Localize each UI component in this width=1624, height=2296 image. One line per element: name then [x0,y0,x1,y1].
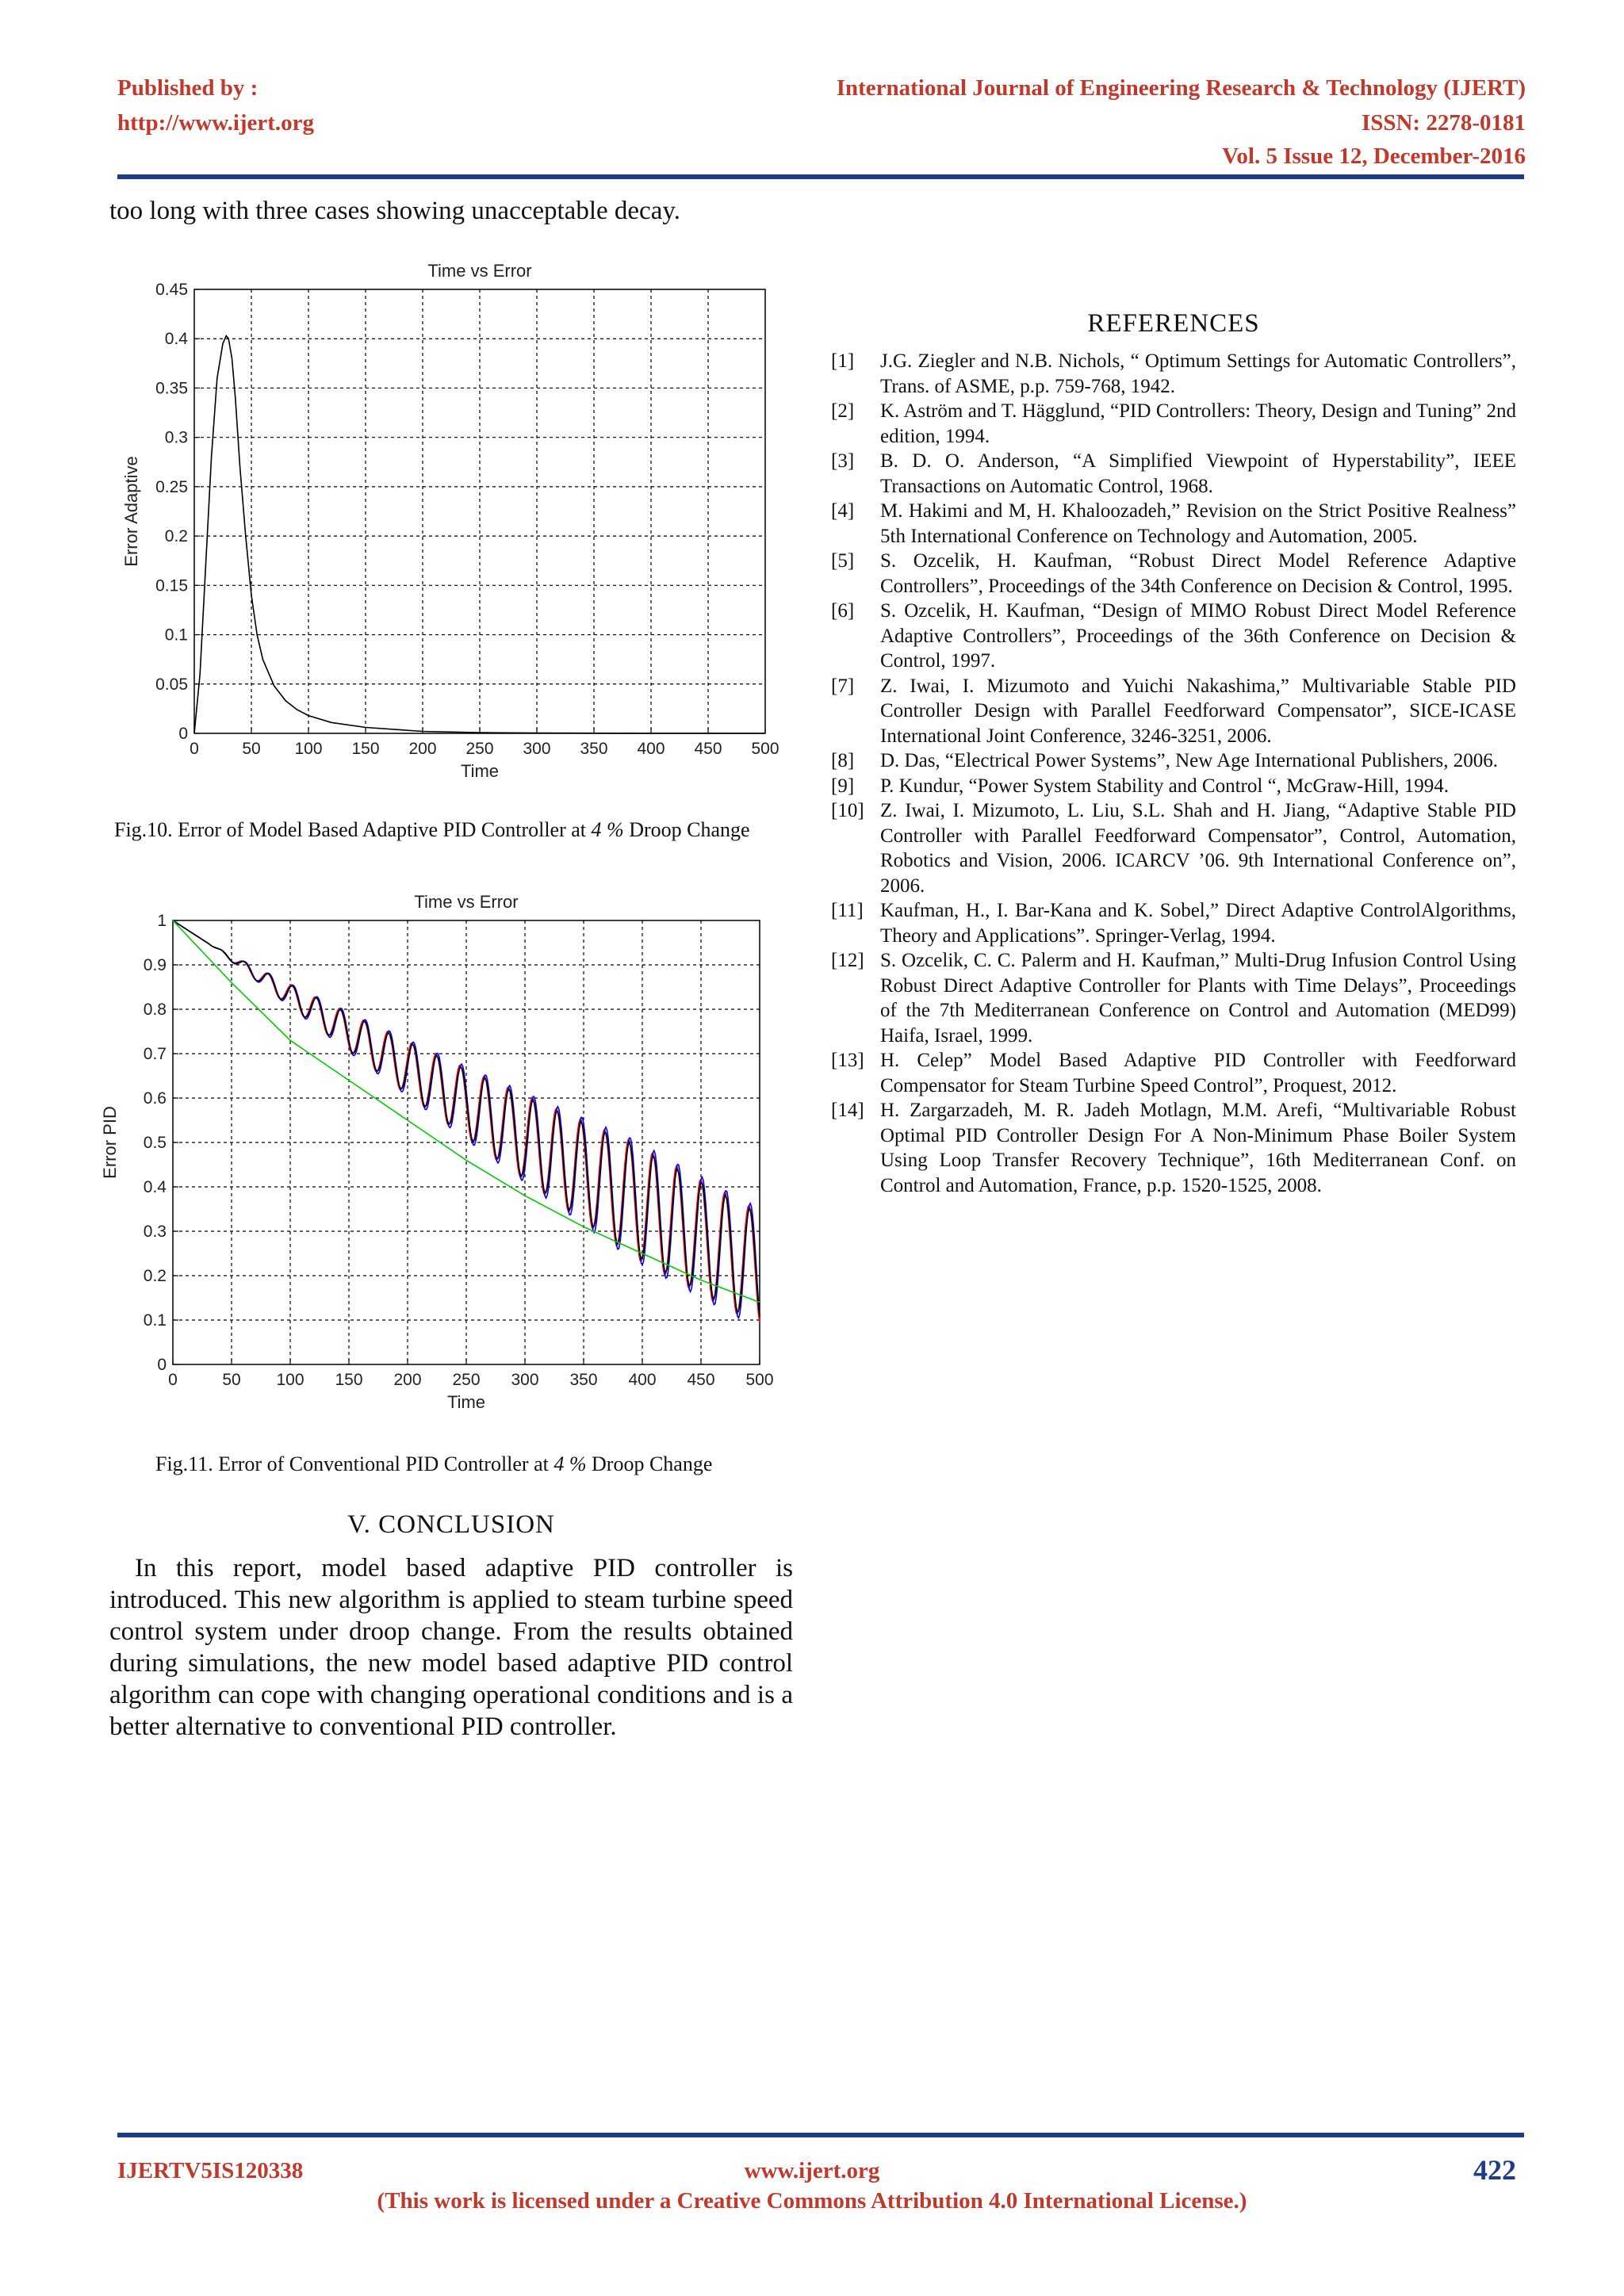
footer-rule [117,2133,1524,2137]
figure-10-caption [114,817,804,844]
y-tick-label: 0.1 [164,626,188,645]
x-tick-label: 50 [222,1371,241,1389]
chart-title: Time vs Error [427,261,532,281]
y-tick-label: 0.3 [143,1223,167,1241]
reference-text: K. Aström and T. Hägglund, “PID Controllers: Theory, Design and Tuning” 2nd edition, 1994. [880,400,1516,447]
x-tick-label: 150 [351,740,380,758]
chart-title: Time vs Error [414,892,519,912]
x-tick-label: 100 [276,1371,304,1389]
y-tick-label: 0.7 [143,1045,167,1063]
figure-10-chart [111,250,809,797]
reference-item [831,774,1516,799]
x-tick-label: 150 [335,1371,363,1389]
x-tick-label: 500 [751,740,779,758]
y-tick-label: 0.05 [155,675,188,694]
conclusion-heading: V. CONCLUSION [347,1510,555,1539]
issn: ISSN: 2278-0181 [1361,110,1526,136]
x-tick-label: 450 [687,1371,715,1389]
figure-11-caption-italic: 4 % [553,1452,587,1475]
reference-text: H. Celep” Model Based Adaptive PID Controller with Feedforward Compensator for Steam Turbine Speed Control”, Proquest, 2012. [880,1050,1516,1096]
y-tick-label: 0.25 [155,477,188,496]
reference-number: [13] [831,1050,864,1071]
x-tick-label: 350 [580,740,608,758]
y-tick-label: 0.1 [143,1311,167,1330]
x-tick-label: 200 [408,740,437,758]
conclusion-text: In this report, model based adaptive PID controller is introduced. This new algorithm is applied to steam turbine speed control system under droop change. From the results obtained during simulations, the new model based adaptive PID control algorithm can cope with changing operational conditions and is a better alternative to conventional PID controller. [109,1554,793,1741]
y-tick-label: 0.4 [164,330,188,349]
reference-item [831,549,1516,599]
y-tick-label: 0.4 [143,1178,167,1196]
figure-11-caption [155,1451,790,1478]
reference-number: [5] [831,550,855,572]
figure-11-chart [100,884,801,1423]
y-tick-label: 0.6 [143,1089,167,1108]
x-tick-label: 0 [190,740,199,758]
x-tick-label: 500 [745,1371,774,1389]
references-heading: REFERENCES [1087,309,1260,338]
x-tick-label: 400 [628,1371,657,1389]
reference-item [831,948,1516,1048]
reference-number: [12] [831,950,864,971]
reference-item [831,399,1516,449]
reference-number: [10] [831,800,864,821]
figure-10-caption-text: Fig.10. Error of Model Based Adaptive PID Controller at [114,818,587,841]
reference-text: S. Ozcelik, H. Kaufman, “Robust Direct Model Reference Adaptive Controllers”, Proceedings of the 34th Conference on Decision & Control, 1995. [880,550,1516,597]
y-tick-label: 0.15 [155,576,188,595]
reference-item [831,748,1516,774]
publisher-link[interactable]: http://www.ijert.org [117,110,315,136]
figure-11-caption-text: Fig.11. Error of Conventional PID Controller at [155,1452,549,1475]
reference-number: [2] [831,400,855,422]
x-tick-label: 350 [569,1371,598,1389]
y-tick-label: 0.5 [143,1134,167,1152]
x-tick-label: 300 [523,740,551,758]
reference-item [831,1048,1516,1098]
figure-10-caption-suffix: Droop Change [629,818,750,841]
x-tick-label: 250 [452,1371,481,1389]
reference-number: [8] [831,750,855,771]
reference-item [831,349,1516,399]
reference-text: M. Hakimi and M, H. Khaloozadeh,” Revision on the Strict Positive Realness” 5th International Conference on Technology and Automation, 2005. [880,500,1516,547]
figure-10-caption-italic: 4 % [591,818,624,841]
x-tick-label: 50 [242,740,261,758]
paper-id: IJERTV5IS120338 [117,2158,304,2183]
reference-number: [3] [831,450,855,472]
reference-text: S. Ozcelik, C. C. Palerm and H. Kaufman,” Multi-Drug Infusion Control Using Robust Direct Adaptive Controller for Plants with Time Delays”, Proceedings of the 7th Mediterranean Conference on Control and Automation (MED99) Haifa, Israel, 1999. [880,950,1516,1047]
reference-number: [6] [831,600,855,622]
y-tick-label: 0 [157,1356,167,1374]
y-tick-label: 0.45 [155,281,188,299]
y-tick-label: 0.9 [143,956,167,974]
reference-item [831,499,1516,549]
reference-text: J.G. Ziegler and N.B. Nichols, “ Optimum Settings for Automatic Controllers”, Trans. of ASME, p.p. 759-768, 1942. [880,350,1516,397]
y-tick-label: 0.2 [143,1267,167,1285]
publisher-label: Published by : [117,75,259,101]
y-tick-label: 0 [178,725,188,743]
reference-number: [7] [831,675,855,697]
y-axis-label: Error PID [100,1106,120,1179]
license-note: (This work is licensed under a Creative Commons Attribution 4.0 International License.) [377,2188,1247,2214]
x-tick-label: 200 [393,1371,422,1389]
y-axis-label: Error Adaptive [121,456,141,567]
reference-item [831,599,1516,674]
journal-name: International Journal of Engineering Research & Technology (IJERT) [836,75,1526,101]
footer-site-link[interactable]: www.ijert.org [744,2158,880,2183]
references-list [831,349,1516,1198]
intro-line: too long with three cases showing unacceptable decay. [109,197,680,225]
reference-text: Z. Iwai, I. Mizumoto, L. Liu, S.L. Shah and H. Jiang, “Adaptive Stable PID Controller with Parallel Feedforward Compensator”, Control, Automation, Robotics and Vision, 2006. ICARCV ’06. 9th International Conference on”, 2006. [880,800,1516,897]
reference-text: B. D. O. Anderson, “A Simplified Viewpoint of Hyperstability”, IEEE Transactions on Automatic Control, 1968. [880,450,1516,497]
reference-number: [4] [831,500,855,522]
reference-number: [1] [831,350,855,372]
reference-number: [11] [831,900,864,921]
reference-text: Z. Iwai, I. Mizumoto and Yuichi Nakashima,” Multivariable Stable PID Controller Design with Parallel Feedforward Compensator”, SICE-ICASE International Joint Conference, 3246-3251, 2006. [880,675,1516,747]
reference-text: D. Das, “Electrical Power Systems”, New Age International Publishers, 2006. [880,750,1498,771]
reference-item [831,1098,1516,1198]
reference-item [831,674,1516,749]
y-tick-label: 1 [157,912,167,930]
reference-text: Kaufman, H., I. Bar-Kana and K. Sobel,” Direct Adaptive ControlAlgorithms, Theory and Applications”. Springer-Verlag, 1994. [880,900,1516,947]
y-tick-label: 0.3 [164,428,188,447]
header-rule [117,174,1524,179]
y-tick-label: 0.8 [143,1001,167,1019]
reference-text: P. Kundur, “Power System Stability and Control “, McGraw-Hill, 1994. [880,775,1449,797]
reference-text: S. Ozcelik, H. Kaufman, “Design of MIMO Robust Direct Model Reference Adaptive Controllers”, Proceedings of the 36th Conference on Decision & Control, 1997. [880,600,1516,672]
x-tick-label: 250 [465,740,494,758]
reference-item [831,449,1516,499]
x-tick-label: 100 [294,740,323,758]
x-axis-label: Time [446,1392,486,1412]
figure-11-caption-suffix: Droop Change [592,1452,713,1475]
volume-issue: Vol. 5 Issue 12, December-2016 [1222,144,1526,169]
reference-item [831,898,1516,948]
y-tick-label: 0.2 [164,527,188,546]
x-tick-label: 0 [168,1371,178,1389]
y-tick-label: 0.35 [155,379,188,398]
reference-item [831,798,1516,898]
x-tick-label: 450 [694,740,722,758]
reference-number: [9] [831,775,855,797]
x-axis-label: Time [460,761,500,781]
reference-number: [14] [831,1100,864,1121]
x-tick-label: 300 [511,1371,539,1389]
reference-text: H. Zargarzadeh, M. R. Jadeh Motlagn, M.M. Arefi, “Multivariable Robust Optimal PID Controller Design For A Non-Minimum Phase Boiler System Using Loop Transfer Recovery Technique”, 16th Mediterranean Conf. on Control and Automation, France, p.p. 1520-1525, 2008. [880,1100,1516,1196]
x-tick-label: 400 [637,740,665,758]
page-number: 422 [1473,2154,1516,2186]
